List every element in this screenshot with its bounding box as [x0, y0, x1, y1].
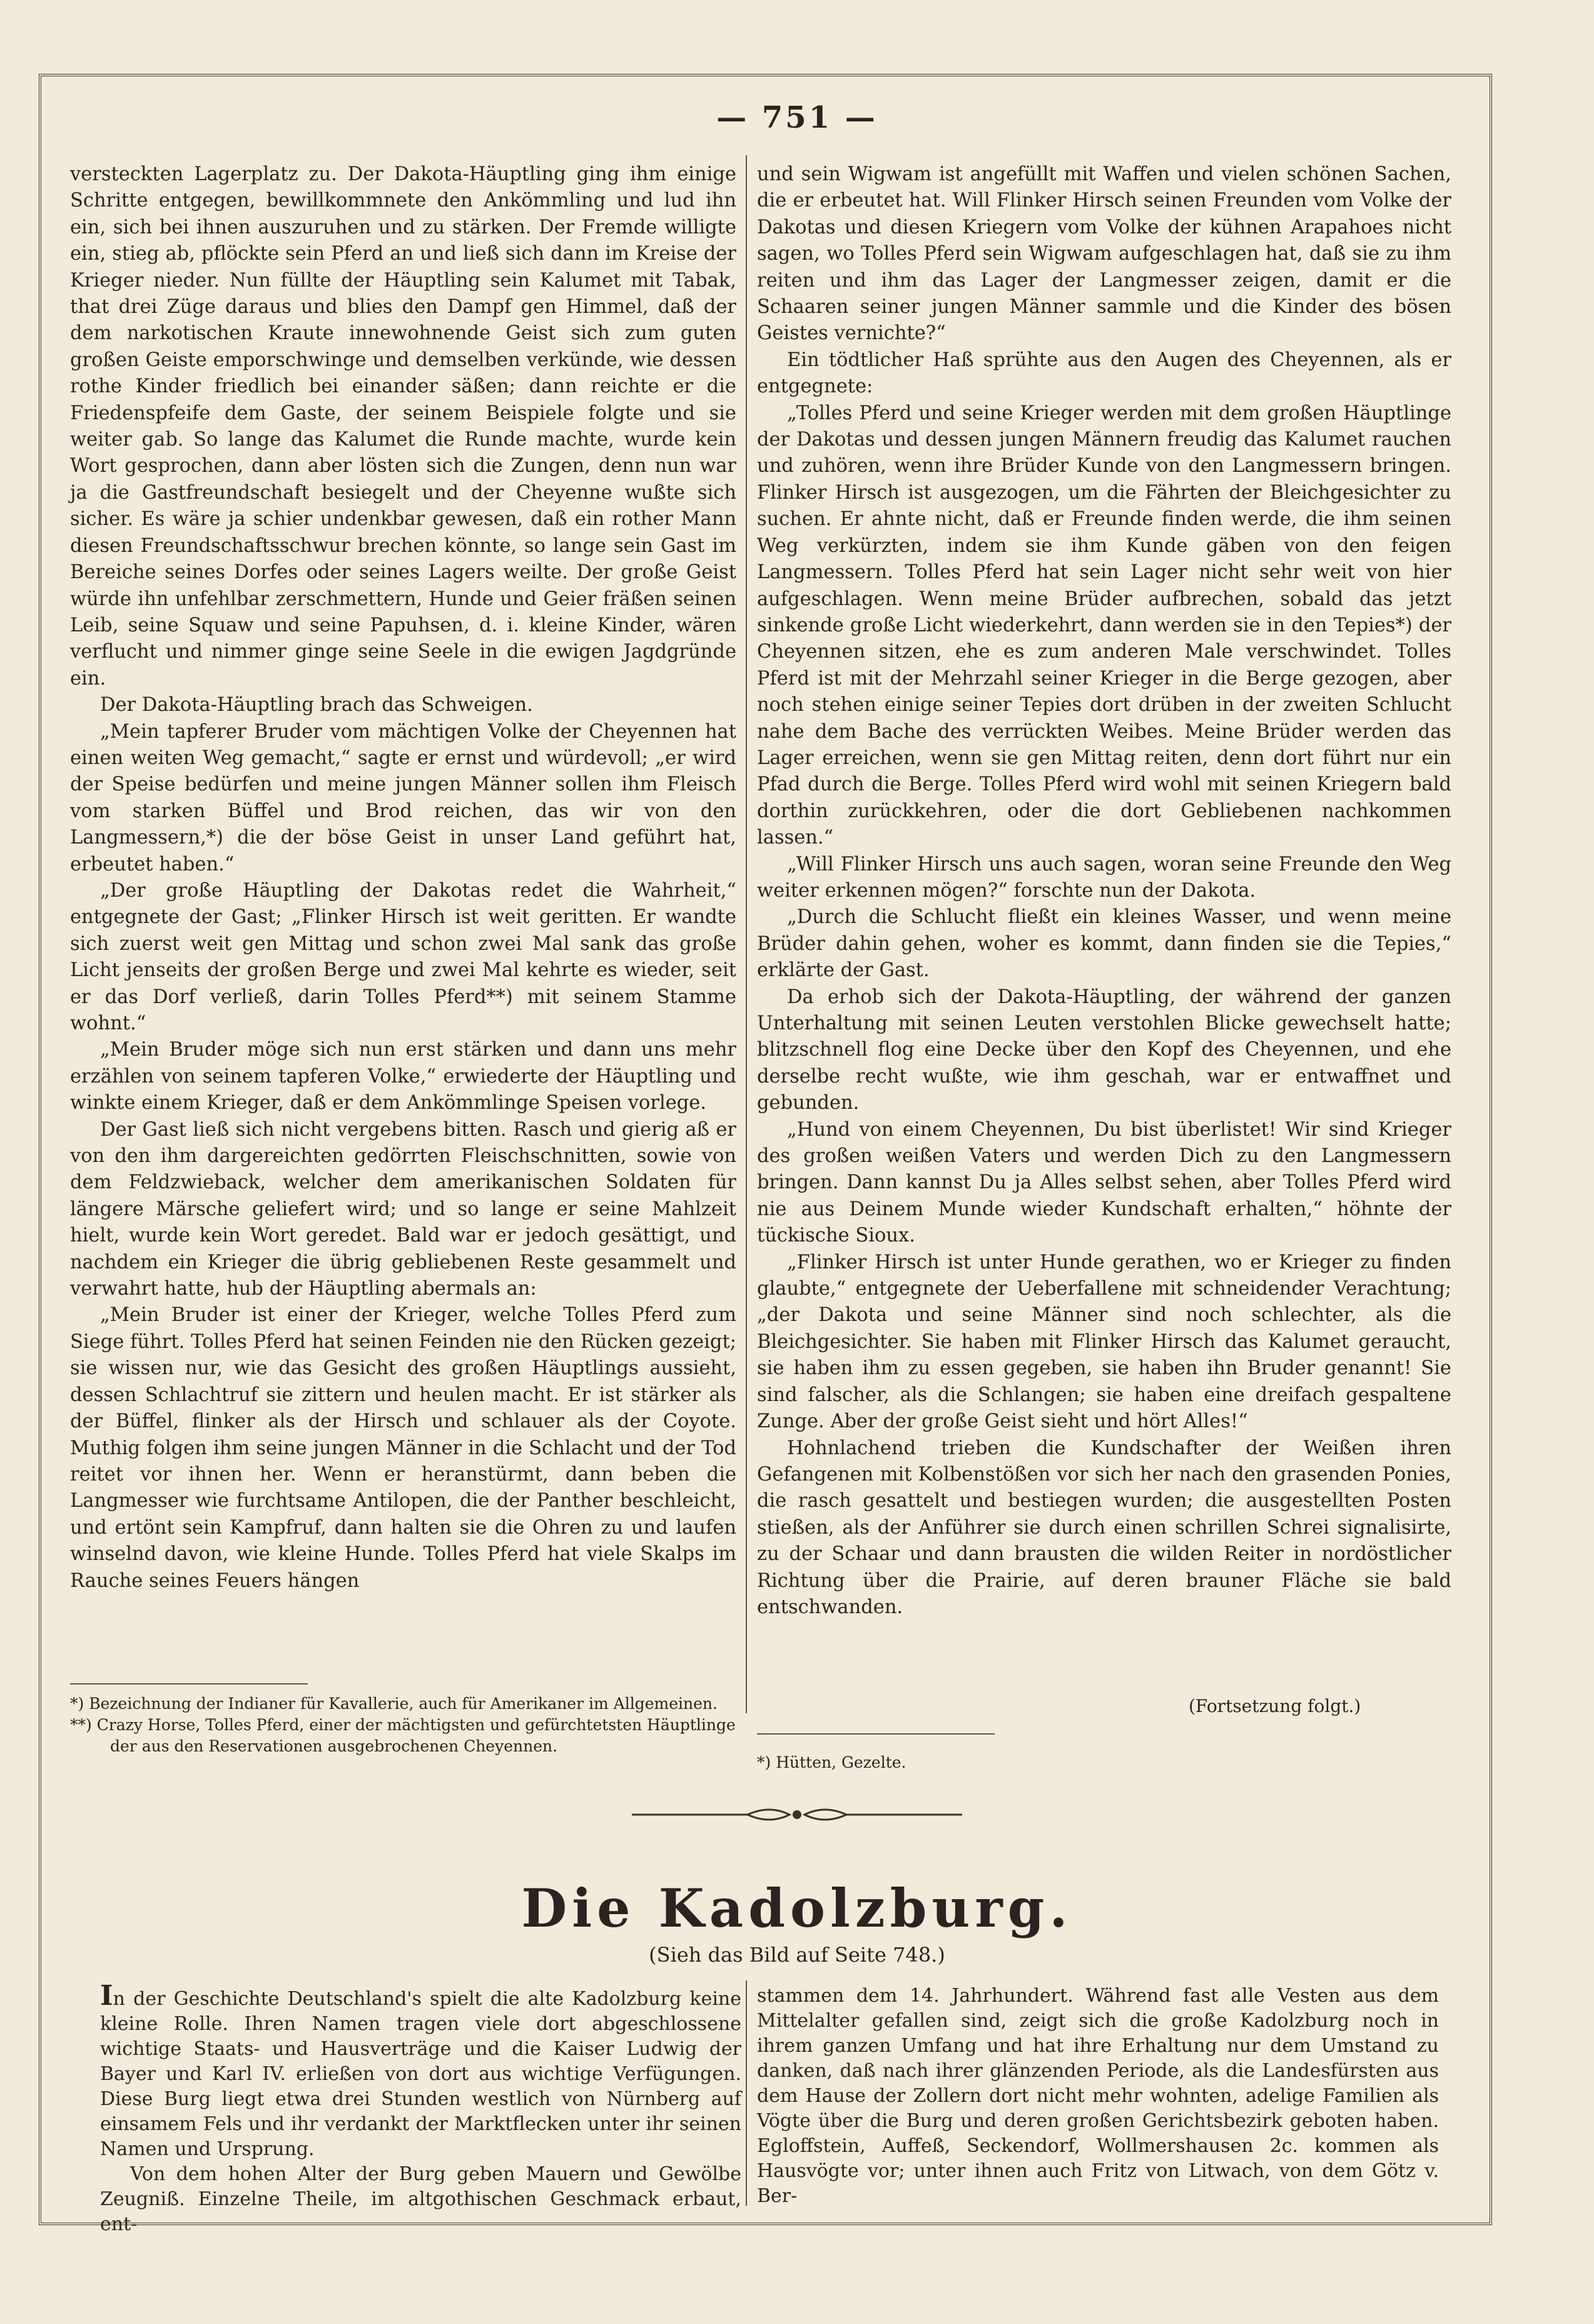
- footnote-right: [757, 1752, 1445, 1773]
- paragraph: Da erhob sich der Dakota-Häuptling, der während der ganzen Unterhaltung mit seinen Leuten verstohlen Blicke gewechselt hatte; blitzschnell flog eine Decke über den Kopf des Cheyennen, und ehe derselbe recht wußte, wie ihm geschah, war er entwaffnet und gebunden.: [757, 986, 1451, 1114]
- drop-cap: I: [100, 1980, 113, 2012]
- footnote: **) Crazy Horse, Tolles Pferd, einer der mächtigsten und gefürchtetsten Häuptlinge der aus den Reservationen ausgebrochenen Cheyennen.: [70, 1716, 736, 1755]
- page-number: — 751 —: [716, 100, 878, 135]
- column-divider: [746, 155, 747, 1713]
- article-title: Die Kadolzburg.: [521, 1877, 1073, 1939]
- paragraph: versteckten Lagerplatz zu. Der Dakota-Häuptling ging ihm einige Schritte entgegen, bewillkommnete den Ankömmling und lud ihn ein, sich bei ihnen auszuruhen und zu stärken. Der Fremde willigte ein, stieg ab, pflöckte sein Pferd an und ließ sich dann im Kreise der Krieger nieder. Nun füllte der Häuptling sein Kalumet mit Tabak, that drei Züge daraus und blies den Dampf gen Himmel, daß der dem narkotischen Kraute innewohnende Geist sich zum guten großen Geiste emporschwinge und demselben verkünde, wie dessen rothe Kinder friedlich bei einander säßen; dann reichte er die Friedenspfeife dem Gaste, der seinem Beispiele folgte und sie weiter gab. So lange das Kalumet die Runde machte, wurde kein Wort gesprochen, dann aber lösten sich die Zungen, denn nun war ja die Gastfreundschaft besiegelt und der Cheyenne wußte sich sicher. Es wäre ja schier undenkbar gewesen, daß ein rother Mann diesen Freundschaftsschwur brechen könnte, so lange sein Gast im Bereiche seines Dorfes oder seines Lagers weilte. Der große Geist würde ihn unfehlbar zerschmettern, Hunde und Geier fräßen seinen Leib, seine Squaw und seine Papuhsen, d. i. kleine Kinder, wären verflucht und nimmer ginge seine Seele in die ewigen Jagdgründe ein.: [70, 163, 736, 690]
- paragraph: „Durch die Schlucht fließt ein kleines Wasser, und wenn meine Brüder dahin gehen, woher es kommt, dann finden sie die Tepies,“ erklärte der Gast.: [757, 906, 1451, 982]
- left-column: [70, 161, 736, 1594]
- paragraph: „Der große Häuptling der Dakotas redet die Wahrheit,“ entgegnete der Gast; „Flinker Hirsch ist weit geritten. Er wandte sich zuerst weit gen Mittag und schon zwei Mal sank das große Licht jenseits der großen Berge und zwei Mal kehrte es wieder, seit er das Dorf verließ, darin Tolles Pferd**) mit seinem Stamme wohnt.“: [70, 879, 736, 1034]
- paragraph: Der Dakota-Häuptling brach das Schweigen.: [100, 694, 533, 716]
- paragraph: [100, 1980, 741, 2162]
- footnote: *) Hütten, Gezelte.: [757, 1753, 906, 1771]
- divider-ornament: [0, 1802, 1594, 1827]
- paragraph: „Hund von einem Cheyennen, Du bist überlistet! Wir sind Krieger des großen weißen Vaters und werden Dich zu den Langmessern bringen. Dann kannst Du ja Alles selbst sehen, aber Tolles Pferd wird nie aus Deinem Munde wieder Kundschaft erhalten,“ höhnte der tückische Sioux.: [757, 1118, 1451, 1247]
- article-subtitle: (Sieh das Bild auf Seite 748.): [649, 1943, 945, 1967]
- continuation-note: (Fortsetzung folgt.): [1189, 1696, 1361, 1716]
- footnotes-left: [70, 1693, 736, 1757]
- paragraph: stammen dem 14. Jahrhundert. Während fast alle Vesten aus dem Mittelalter gefallen sind, zeigt sich die große Kadolzburg noch in ihrem ganzen Umfang und hat ihre Erhaltung nur dem Umstand zu danken, daß nach ihrer glänzenden Periode, als die Landesfürsten aus dem Hause der Zollern dort nicht mehr wohnten, adelige Familien als Vögte über die Burg und deren großen Gerichtsbezirk geboten haben. Egloffstein, Auffeß, Seckendorf, Wollmershausen 2c. kommen als Hausvögte vor; unter ihnen auch Fritz von Litwach, von dem Götz v. Ber-: [757, 1985, 1439, 2207]
- right-column: [757, 161, 1451, 1621]
- paragraph: Hohnlachend trieben die Kundschafter der Weißen ihren Gefangenen mit Kolbenstößen vor sich her nach den grasenden Ponies, die rasch gesattelt und bestiegen wurden; die ausgestellten Posten stießen, als der Anführer sie durch einen schrillen Schrei signalisirte, zu der Schaar und dann brausten die wilden Reiter in nordöstlicher Richtung über die Prairie, auf deren brauner Fläche sie bald entschwanden.: [757, 1437, 1451, 1618]
- paragraph: Von dem hohen Alter der Burg geben Mauern und Gewölbe Zeugniß. Einzelne Theile, im altgothischen Geschmack erbaut, ent-: [100, 2163, 741, 2235]
- paragraph: „Mein Bruder möge sich nun erst stärken und dann uns mehr erzählen von seinem tapferen Volke,“ erwiederte der Häuptling und winkte einem Krieger, daß er dem Ankömmlinge Speisen vorlege.: [70, 1039, 736, 1114]
- paragraph: „Tolles Pferd und seine Krieger werden mit dem großen Häuptlinge der Dakotas und dessen jungen Männern freudig das Kalumet rauchen und zuhören, wenn ihre Brüder Kunde von den Langmessern bringen. Flinker Hirsch ist ausgezogen, um die Fährten der Bleichgesichter zu suchen. Er ahnte nicht, daß er Freunde finden werde, die ihm seinen Weg verkürzten, indem sie ihm Kunde gäben von den feigen Langmessern. Tolles Pferd hat sein Lager nicht sehr weit von hier aufgeschlagen. Wenn meine Brüder aufbrechen, sobald das jetzt sinkende große Licht wiederkehrt, dann werden sie in den Tepies*) der Cheyennen sitzen, ehe es zum anderen Male verschwindet. Tolles Pferd ist mit der Mehrzahl seiner Krieger in die Berge gezogen, aber noch stehen einige seiner Tepies dort drüben in der zweiten Schlucht nahe dem Bache des verrückten Weibes. Meine Brüder werden das Lager erreichen, wenn sie gen Mittag reiten, denn dort führt nur ein Pfad durch die Berge. Tolles Pferd wird wohl mit seinen Kriegern bald dorthin zurückkehren, oder die dort Gebliebenen nachkommen lassen.“: [757, 402, 1451, 849]
- footnote-rule: [70, 1683, 308, 1684]
- paragraph: „Flinker Hirsch ist unter Hunde gerathen, wo er Krieger zu finden glaubte,“ entgegnete der Ueberfallene mit schneidender Verachtung; „der Dakota und seine Männer sind noch schlechter, als die Bleichgesichter. Sie haben mit Flinker Hirsch das Kalumet geraucht, sie haben ihm zu essen gegeben, sie haben ihn Bruder genannt! Sie sind falscher, als die Schlangen; sie haben eine dreifach gespaltene Zunge. Aber der große Geist sieht und hört Alles!“: [757, 1251, 1451, 1433]
- paragraph: Ein tödtlicher Haß sprühte aus den Augen des Cheyennen, als er entgegnete:: [757, 349, 1451, 398]
- paragraph: „Mein Bruder ist einer der Krieger, welche Tolles Pferd zum Siege führt. Tolles Pferd hat seinen Feinden nie den Rücken gezeigt; sie wissen nur, wie das Gesicht des großen Häuptlings aussieht, dessen Schlachtruf sie zittern und heulen macht. Er ist stärker als der Büffel, flinker als der Hirsch und schlauer als der Coyote. Muthig folgen ihm seine jungen Männer in die Schlacht und der Tod reitet vor ihnen her. Wenn er heranstürmt, dann beben die Langmesser wie furchtsame Antilopen, die der Panther beschleicht, und ertönt sein Kampfruf, dann halten sie die Ohren zu und laufen winselnd davon, wie kleine Hunde. Tolles Pferd hat viele Skalps im Rauche seines Feuers hängen: [70, 1304, 736, 1592]
- paragraph: „Mein tapferer Bruder vom mächtigen Volke der Cheyennen hat einen weiten Weg gemacht,“ sagte er ernst und würdevoll; „er wird der Speise bedürfen und meine jungen Männer sollen ihm Fleisch vom starken Büffel und Brod reichen, das wir von den Langmessern,*) die der böse Geist in unser Land geführt hat, erbeutet haben.“: [70, 720, 736, 875]
- paragraph: und sein Wigwam ist angefüllt mit Waffen und vielen schönen Sachen, die er erbeutet hat. Will Flinker Hirsch seinen Freunden vom Volke der Dakotas und diesen Kriegern vom Volke der kühnen Arapahoes nicht sagen, wo Tolles Pferd sein Wigwam aufgeschlagen hat, daß sie zu ihm reiten und ihm das Lager der Langmesser zeigen, damit er die Schaaren seiner jungen Männer sammle und die Kinder des bösen Geistes vernichte?“: [757, 163, 1451, 345]
- article-left-column: [100, 1980, 741, 2237]
- footnote-rule: [757, 1733, 995, 1735]
- paragraph: Der Gast ließ sich nicht vergebens bitten. Rasch und gierig aß er von den ihm dargereichten gedörrten Fleischschnitten, sowie von dem Feldzwieback, welcher dem amerikanischen Soldaten für längere Märsche geliefert wird; und so lange er seine Mahlzeit hielt, wurde kein Wort geredet. Bald war er jedoch gesättigt, und nachdem ein Krieger die übrig gebliebenen Reste gesammelt und verwahrt hatte, hub der Häuptling abermals an:: [70, 1118, 736, 1300]
- paragraph-text: n der Geschichte Deutschland's spielt die alte Kadolzburg keine kleine Rolle. Ihren Namen tragen viele dort abgeschlossene wichtige Staats- und Hausverträge und die Kaiser Ludwig der Bayer und Karl IV. erließen von dort aus wichtige Verfügungen. Diese Burg liegt etwa drei Stunden westlich von Nürnberg auf einsamem Fels und ihr verdankt der Marktflecken unter ihr seinen Namen und Ursprung.: [100, 1988, 741, 2160]
- paragraph: „Will Flinker Hirsch uns auch sagen, woran seine Freunde den Weg weiter erkennen mögen?“ forschte nun der Dakota.: [757, 853, 1451, 902]
- footnote: *) Bezeichnung der Indianer für Kavallerie, auch für Amerikaner im Allgemeinen.: [70, 1695, 718, 1713]
- article-right-column: [757, 1984, 1439, 2209]
- column-divider: [746, 1980, 747, 2206]
